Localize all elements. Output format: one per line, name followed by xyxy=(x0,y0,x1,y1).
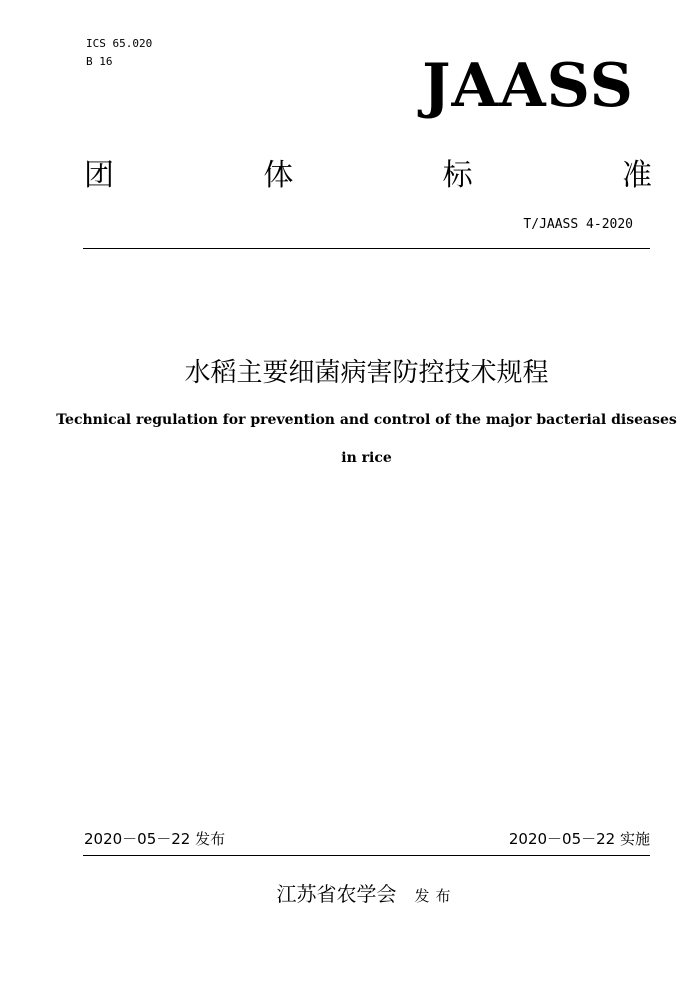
publish-date: 2020－05－22 发布 xyxy=(84,830,226,848)
standard-code: T/JAASS 4-2020 xyxy=(523,217,633,232)
english-title-line-1: Technical regulation for prevention and control of the major bacterial diseases xyxy=(56,412,677,428)
issue-label: 发布 xyxy=(414,887,457,905)
standard-type-char-1: 团 xyxy=(84,158,114,193)
standard-type-char-2: 体 xyxy=(263,158,294,193)
issuer-line xyxy=(0,880,700,910)
ics-code: ICS 65.020 xyxy=(86,37,153,50)
implement-date: 2020－05－22 实施 xyxy=(508,830,650,848)
top-divider xyxy=(83,248,650,249)
standard-type-char-4: 准 xyxy=(621,158,652,193)
jaass-logo: JAASS xyxy=(422,51,634,121)
issuer-name: 江苏省农学会 xyxy=(276,882,397,906)
chinese-title: 水稻主要细菌病害防控技术规程 xyxy=(184,358,549,388)
bottom-divider xyxy=(83,855,650,856)
standard-type-char-3: 标 xyxy=(442,158,473,193)
ccs-code: B 16 xyxy=(86,55,113,68)
standard-type xyxy=(84,158,652,198)
english-title-line-2: in rice xyxy=(341,450,392,466)
